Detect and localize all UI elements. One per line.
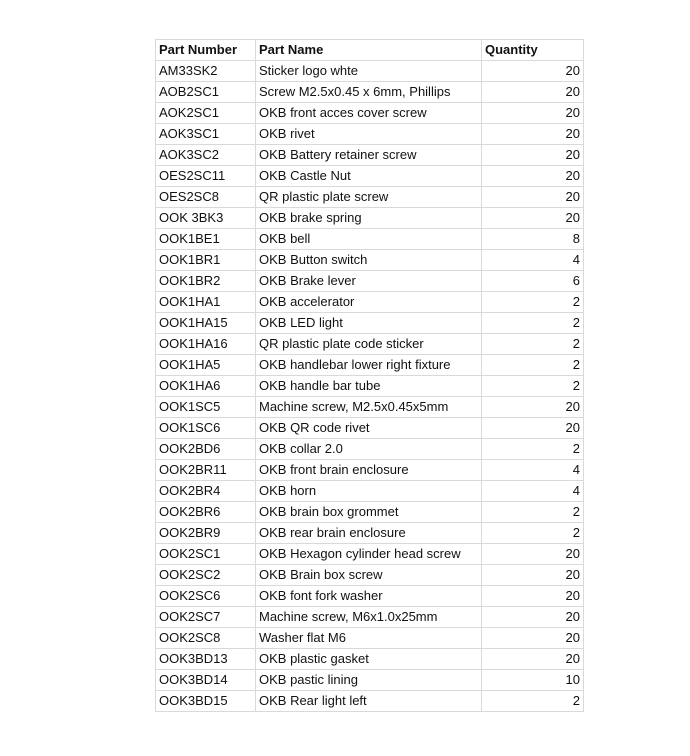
cell-part-name: OKB accelerator [256,292,482,313]
cell-part-name: OKB rear brain enclosure [256,523,482,544]
cell-part-number: OOK2BR6 [156,502,256,523]
table-row [156,208,584,229]
cell-part-number: OOK2SC2 [156,565,256,586]
cell-part-number: OOK1HA1 [156,292,256,313]
table-row [156,166,584,187]
table-row [156,145,584,166]
cell-part-number: AOK3SC2 [156,145,256,166]
cell-quantity: 8 [482,229,584,250]
cell-quantity: 20 [482,565,584,586]
cell-quantity: 2 [482,376,584,397]
table-row [156,187,584,208]
cell-quantity: 20 [482,397,584,418]
cell-quantity: 2 [482,292,584,313]
cell-part-number: OOK1BR2 [156,271,256,292]
cell-part-name: OKB brake spring [256,208,482,229]
table-row [156,649,584,670]
cell-part-name: OKB LED light [256,313,482,334]
cell-part-number: OOK2SC8 [156,628,256,649]
cell-quantity: 20 [482,166,584,187]
cell-part-number: OOK 3BK3 [156,208,256,229]
cell-part-name: Screw M2.5x0.45 x 6mm, Phillips [256,82,482,103]
cell-part-number: AOK2SC1 [156,103,256,124]
cell-quantity: 20 [482,124,584,145]
cell-quantity: 10 [482,670,584,691]
cell-part-name: OKB collar 2.0 [256,439,482,460]
cell-quantity: 2 [482,334,584,355]
cell-part-name: OKB front acces cover screw [256,103,482,124]
table-row [156,103,584,124]
cell-part-number: AM33SK2 [156,61,256,82]
table-row [156,61,584,82]
parts-table [155,39,584,712]
cell-part-number: OOK3BD13 [156,649,256,670]
cell-part-number: OOK1BE1 [156,229,256,250]
cell-quantity: 2 [482,313,584,334]
table-row [156,691,584,712]
cell-quantity: 20 [482,61,584,82]
cell-part-number: OOK3BD14 [156,670,256,691]
cell-part-number: OOK2SC1 [156,544,256,565]
table-row [156,334,584,355]
table-row [156,82,584,103]
cell-quantity: 2 [482,523,584,544]
cell-quantity: 20 [482,418,584,439]
cell-quantity: 4 [482,250,584,271]
table-row [156,271,584,292]
cell-part-name: OKB Rear light left [256,691,482,712]
cell-quantity: 20 [482,208,584,229]
cell-part-number: OES2SC11 [156,166,256,187]
cell-part-number: OOK2SC6 [156,586,256,607]
cell-part-name: OKB handlebar lower right fixture [256,355,482,376]
cell-part-name: OKB plastic gasket [256,649,482,670]
cell-part-number: OOK1HA15 [156,313,256,334]
cell-part-name: OKB Castle Nut [256,166,482,187]
cell-part-name: Machine screw, M2.5x0.45x5mm [256,397,482,418]
cell-quantity: 4 [482,481,584,502]
table-row [156,460,584,481]
cell-quantity: 2 [482,439,584,460]
cell-quantity: 6 [482,271,584,292]
cell-quantity: 20 [482,103,584,124]
cell-part-name: OKB Brain box screw [256,565,482,586]
cell-part-name: OKB rivet [256,124,482,145]
cell-part-number: OOK1SC6 [156,418,256,439]
header-part-number: Part Number [156,40,256,61]
cell-part-name: OKB QR code rivet [256,418,482,439]
table-row [156,565,584,586]
cell-part-number: OES2SC8 [156,187,256,208]
header-quantity: Quantity [482,40,584,61]
cell-part-name: OKB Button switch [256,250,482,271]
cell-quantity: 20 [482,145,584,166]
cell-part-number: OOK2BR9 [156,523,256,544]
table-row [156,502,584,523]
table-row [156,586,584,607]
table-row [156,607,584,628]
cell-part-name: Sticker logo whte [256,61,482,82]
cell-part-name: OKB bell [256,229,482,250]
table-row [156,250,584,271]
cell-quantity: 20 [482,586,584,607]
cell-part-name: OKB front brain enclosure [256,460,482,481]
table-row [156,481,584,502]
cell-quantity: 20 [482,187,584,208]
table-row [156,628,584,649]
cell-part-number: OOK2BR11 [156,460,256,481]
cell-quantity: 2 [482,691,584,712]
table-row [156,313,584,334]
table-row [156,292,584,313]
table-row [156,523,584,544]
cell-part-number: OOK1HA16 [156,334,256,355]
cell-part-name: OKB Brake lever [256,271,482,292]
table-row [156,397,584,418]
cell-quantity: 2 [482,502,584,523]
table-row [156,418,584,439]
table-body [156,61,584,712]
cell-quantity: 4 [482,460,584,481]
cell-part-number: OOK2BR4 [156,481,256,502]
table-row [156,544,584,565]
cell-quantity: 20 [482,649,584,670]
cell-part-name: OKB Hexagon cylinder head screw [256,544,482,565]
table-row [156,124,584,145]
cell-quantity: 20 [482,628,584,649]
header-row [156,40,584,61]
cell-part-number: OOK1HA5 [156,355,256,376]
cell-part-name: OKB handle bar tube [256,376,482,397]
table-row [156,355,584,376]
table-row [156,229,584,250]
table-row [156,439,584,460]
cell-part-number: OOK1SC5 [156,397,256,418]
cell-quantity: 20 [482,82,584,103]
cell-part-number: OOK2SC7 [156,607,256,628]
cell-quantity: 20 [482,607,584,628]
cell-part-name: Washer flat M6 [256,628,482,649]
cell-part-number: OOK1HA6 [156,376,256,397]
cell-part-number: OOK3BD15 [156,691,256,712]
cell-quantity: 20 [482,544,584,565]
cell-part-name: OKB Battery retainer screw [256,145,482,166]
cell-part-number: AOB2SC1 [156,82,256,103]
cell-part-name: OKB pastic lining [256,670,482,691]
cell-part-name: OKB horn [256,481,482,502]
cell-part-name: OKB brain box grommet [256,502,482,523]
cell-quantity: 2 [482,355,584,376]
cell-part-number: OOK2BD6 [156,439,256,460]
cell-part-name: Machine screw, M6x1.0x25mm [256,607,482,628]
cell-part-number: OOK1BR1 [156,250,256,271]
table-row [156,376,584,397]
cell-part-name: QR plastic plate code sticker [256,334,482,355]
cell-part-name: QR plastic plate screw [256,187,482,208]
header-part-name: Part Name [256,40,482,61]
cell-part-number: AOK3SC1 [156,124,256,145]
cell-part-name: OKB font fork washer [256,586,482,607]
table-row [156,670,584,691]
